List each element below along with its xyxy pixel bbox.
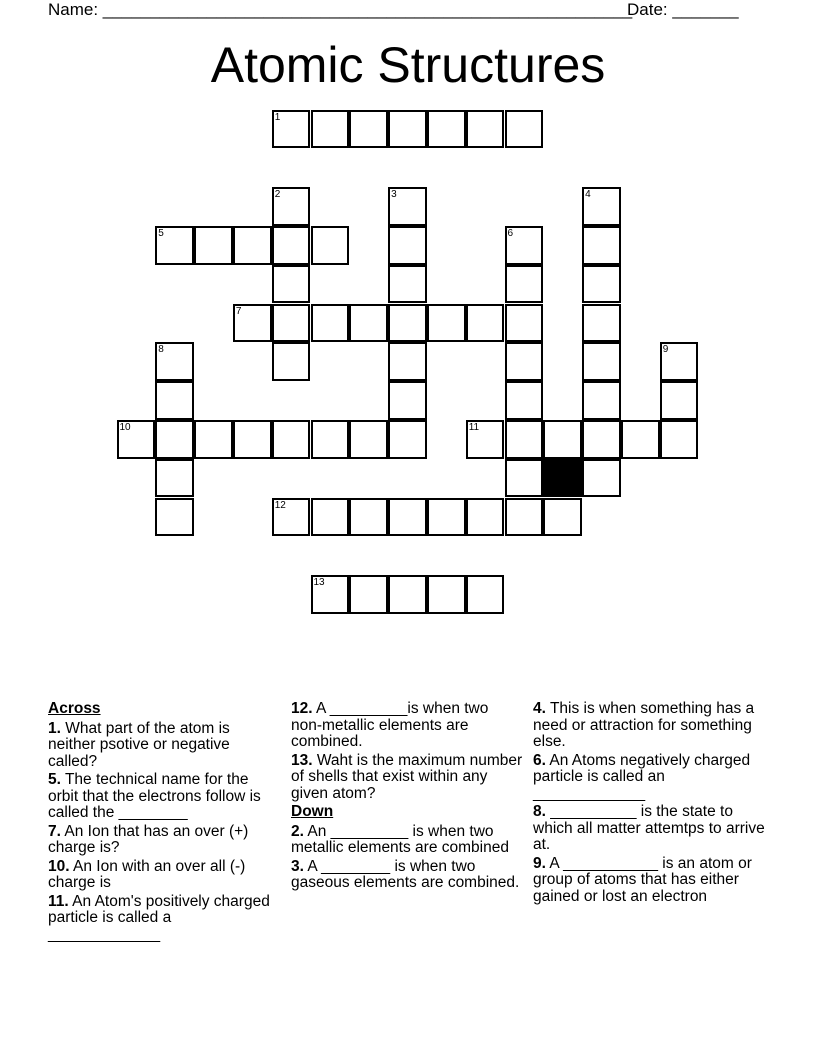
grid-cell[interactable] (388, 420, 427, 459)
grid-cell[interactable] (505, 265, 544, 304)
down-heading: Down (291, 803, 334, 820)
clue-number: 10 (119, 421, 131, 433)
grid-cell[interactable] (233, 304, 272, 343)
grid-cell[interactable] (349, 110, 388, 149)
clue-number: 7 (235, 305, 242, 317)
clue-number: 4 (585, 189, 591, 201)
grid-cell[interactable] (349, 575, 388, 614)
grid-cell[interactable] (582, 420, 621, 459)
grid-cell[interactable] (117, 420, 156, 459)
grid-cell[interactable] (311, 226, 350, 265)
grid-cell[interactable] (272, 342, 311, 381)
grid-cell[interactable] (194, 226, 233, 265)
grid-cell[interactable] (272, 420, 311, 459)
clue-number: 1 (274, 111, 281, 123)
grid-cell[interactable] (582, 265, 621, 304)
clue-across-10: 10. An Ion with an over all (-) charge is (48, 857, 246, 891)
grid-cell[interactable] (427, 498, 466, 537)
grid-cell[interactable] (272, 304, 311, 343)
grid-cell[interactable] (466, 304, 505, 343)
grid-cell[interactable] (388, 342, 427, 381)
clue-down-9: 9. A ___________ is an atom or group of atoms that has either gained or lost an electron (533, 854, 752, 905)
clue-number: 11 (468, 421, 480, 433)
clue-across-13: 13. Waht is the maximum number of shells that exist within any given atom? (291, 751, 523, 802)
grid-cell[interactable] (155, 226, 194, 265)
clue-across-5: 5. The technical name for the orbit that the electrons follow is called the ________ (48, 771, 261, 821)
grid-cell[interactable] (311, 575, 350, 614)
grid-cell[interactable] (582, 304, 621, 343)
grid-cell[interactable] (427, 110, 466, 149)
grid-cell[interactable] (388, 110, 427, 149)
clue-number: 5 (158, 227, 164, 239)
grid-cell[interactable] (505, 226, 544, 265)
grid-cell[interactable] (311, 420, 350, 459)
grid-cell[interactable] (466, 575, 505, 614)
clue-across-1: 1. What part of the atom is neither psotive or negative called? (48, 719, 230, 770)
grid-cell[interactable] (349, 304, 388, 343)
clue-down-6: 6. An Atoms negatively charged particle is called an _____________ (533, 751, 751, 802)
grid-cell[interactable] (660, 420, 699, 459)
grid-cell[interactable] (311, 110, 350, 149)
grid-cell[interactable] (388, 498, 427, 537)
grid-cell[interactable] (582, 342, 621, 381)
clue-number: 2 (274, 189, 281, 201)
grid-cell[interactable] (543, 420, 582, 459)
grid-cell[interactable] (505, 459, 544, 498)
clues-column-2 (291, 701, 523, 894)
grid-cell[interactable] (155, 459, 194, 498)
clue-number: 9 (662, 344, 669, 356)
grid-cell[interactable] (660, 381, 699, 420)
grid-cell[interactable] (582, 459, 621, 498)
grid-cell[interactable] (582, 381, 621, 420)
clue-down-4: 4. This is when something has a need or attraction for something else. (533, 700, 755, 750)
grid-cell[interactable] (466, 110, 505, 149)
grid-cell[interactable] (466, 420, 505, 459)
grid-cell[interactable] (272, 226, 311, 265)
clue-across-7: 7. An Ion that has an over (+) charge is? (48, 822, 249, 856)
grid-cell[interactable] (311, 498, 350, 537)
clue-down-2: 2. An _________ is when two metallic elements are combined (291, 822, 509, 856)
clue-across-12: 12. A _________is when two non-metallic elements are combined. (291, 700, 489, 750)
clue-number: 13 (313, 577, 325, 589)
grid-cell[interactable] (582, 226, 621, 265)
clue-number: 6 (507, 227, 514, 239)
name-field[interactable]: Name: ________________________________________________________ (48, 0, 633, 19)
grid-cell[interactable] (233, 226, 272, 265)
clue-across-11: 11. An Atom's positively charged particle is called a _____________ (48, 892, 270, 943)
grid-cell[interactable] (155, 381, 194, 420)
grid-cell[interactable] (388, 226, 427, 265)
grid-cell[interactable] (582, 187, 621, 226)
grid-cell[interactable] (505, 420, 544, 459)
clue-number: 12 (274, 499, 286, 511)
grid-cell[interactable] (505, 498, 544, 537)
black-cell (543, 459, 582, 498)
across-heading: Across (48, 700, 101, 717)
grid-cell[interactable] (272, 265, 311, 304)
clues-column-1 (48, 701, 280, 945)
grid-cell[interactable] (155, 342, 194, 381)
grid-cell[interactable] (155, 420, 194, 459)
grid-cell[interactable] (505, 342, 544, 381)
clue-down-3: 3. A ________ is when two gaseous elements are combined. (291, 857, 520, 891)
grid-cell[interactable] (427, 304, 466, 343)
grid-cell[interactable] (543, 498, 582, 537)
grid-cell[interactable] (466, 498, 505, 537)
clues-column-3 (533, 701, 765, 907)
grid-cell[interactable] (388, 381, 427, 420)
grid-cell[interactable] (388, 265, 427, 304)
grid-cell[interactable] (505, 304, 544, 343)
grid-cell[interactable] (505, 110, 544, 149)
date-field[interactable]: Date: _______ (627, 0, 739, 19)
page-title: Atomic Structures (210, 37, 606, 93)
grid-cell[interactable] (311, 304, 350, 343)
clue-down-8: 8. __________ is the state to which all matter attemtps to arrive at. (533, 803, 765, 853)
grid-cell[interactable] (272, 110, 311, 149)
grid-cell[interactable] (388, 304, 427, 343)
grid-cell[interactable] (388, 187, 427, 226)
grid-cell[interactable] (427, 575, 466, 614)
grid-cell[interactable] (233, 420, 272, 459)
grid-cell[interactable] (660, 342, 699, 381)
clue-number: 8 (158, 344, 164, 356)
grid-cell[interactable] (621, 420, 660, 459)
clue-number: 3 (391, 189, 397, 201)
grid-cell[interactable] (388, 575, 427, 614)
grid-cell[interactable] (272, 187, 311, 226)
grid-cell[interactable] (349, 420, 388, 459)
grid-cell[interactable] (505, 381, 544, 420)
grid-cell[interactable] (349, 498, 388, 537)
grid-cell[interactable] (155, 498, 194, 537)
grid-cell[interactable] (194, 420, 233, 459)
grid-cell[interactable] (272, 498, 311, 537)
